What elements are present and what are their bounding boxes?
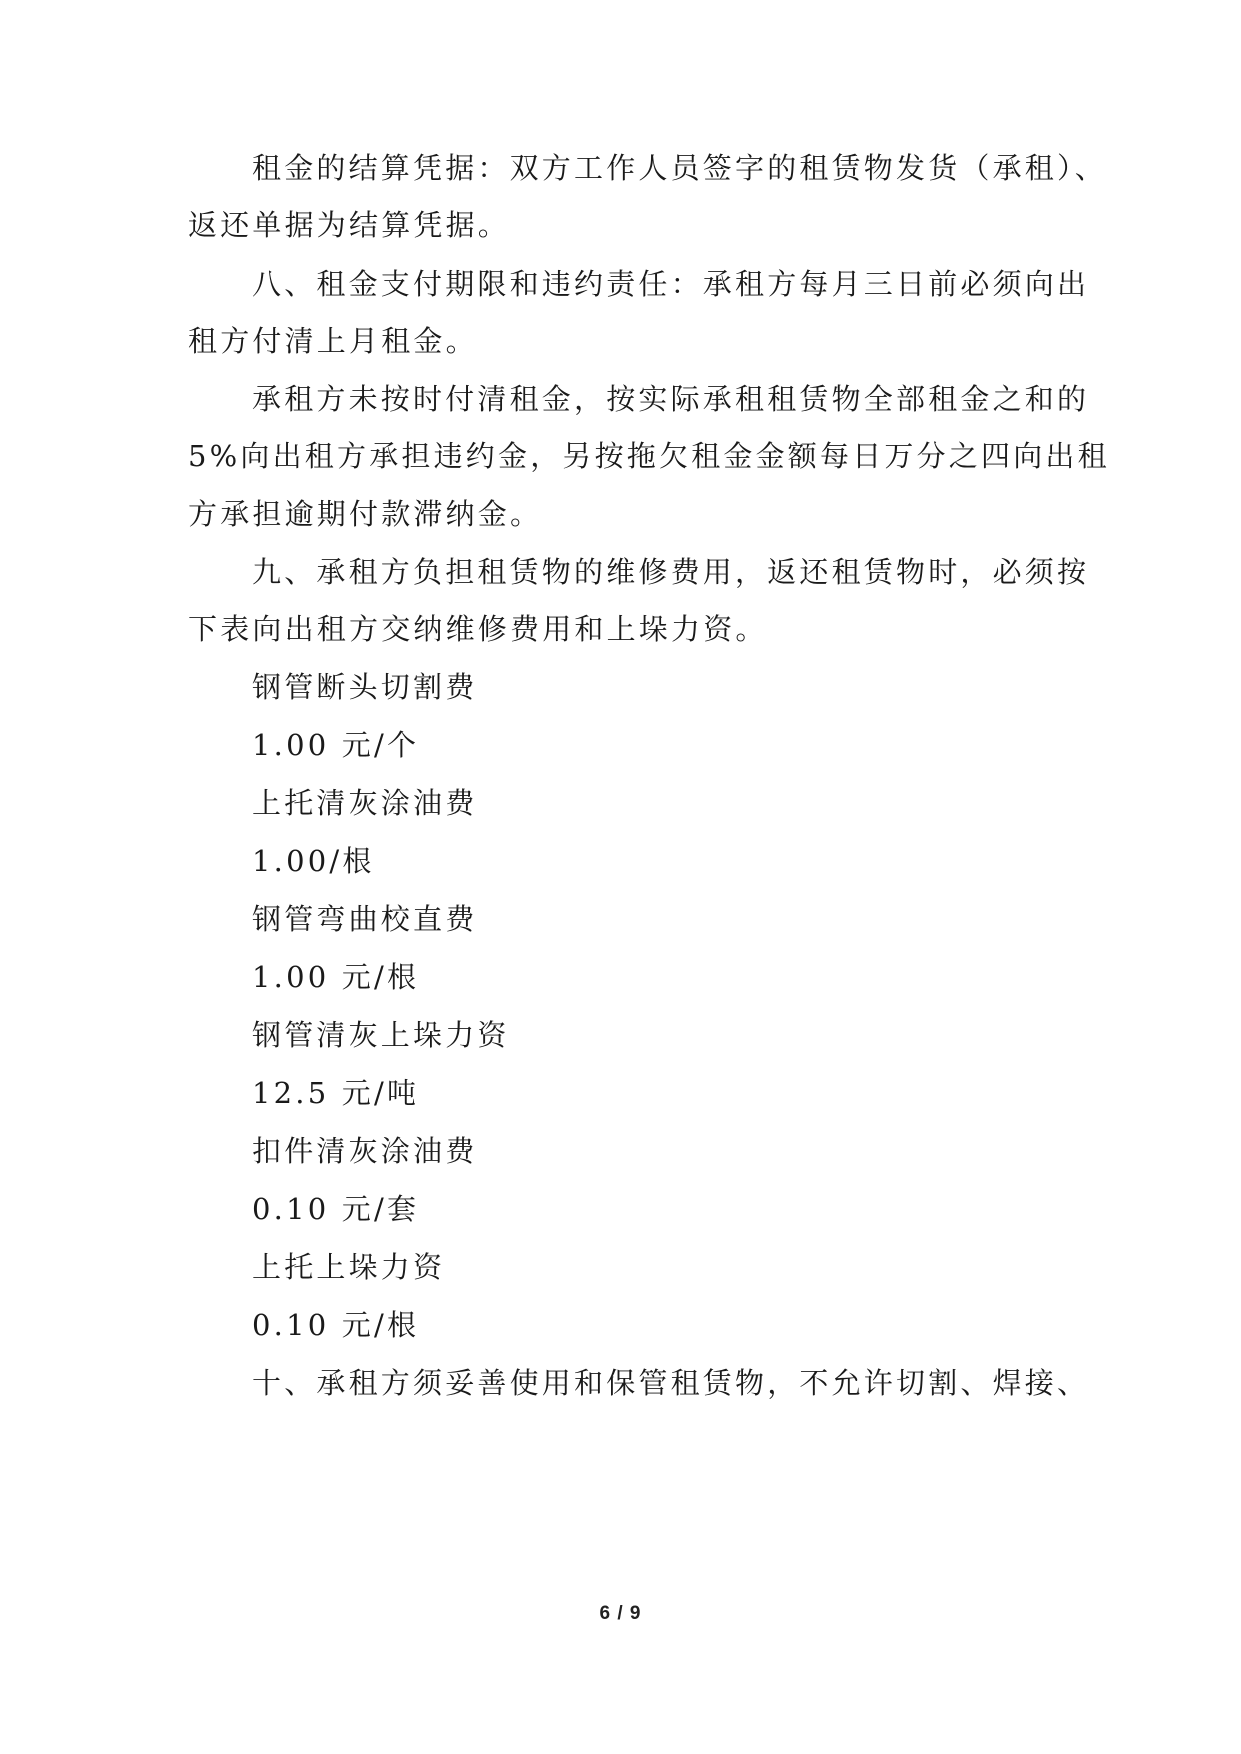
paragraph-line: 八、租金支付期限和违约责任：承租方每月三日前必须向出 xyxy=(252,267,1090,301)
page-number: 6 / 9 xyxy=(599,1603,642,1624)
paragraph-line: 十、承租方须妥善使用和保管租赁物，不允许切割、焊接、 xyxy=(252,1366,1090,1400)
paragraph-line: 下表向出租方交纳维修费用和上垛力资。 xyxy=(188,612,768,646)
paragraph-line: 5%向出租方承担违约金，另按拖欠租金金额每日万分之四向出租 xyxy=(188,439,1110,473)
paragraph-line: 方承担逾期付款滞纳金。 xyxy=(188,497,543,531)
fee-item-price: 12.5 元/吨 xyxy=(252,1076,420,1110)
paragraph-line: 租方付清上月租金。 xyxy=(188,324,478,358)
paragraph-line: 九、承租方负担租赁物的维修费用，返还租赁物时，必须按 xyxy=(252,555,1090,589)
fee-item-name: 钢管断头切割费 xyxy=(252,670,478,704)
fee-item-name: 上托上垛力资 xyxy=(252,1250,446,1284)
paragraph-line: 租金的结算凭据：双方工作人员签字的租赁物发货（承租）、 xyxy=(252,151,1107,185)
fee-item-name: 钢管弯曲校直费 xyxy=(252,902,478,936)
fee-item-price: 1.00 元/个 xyxy=(252,728,420,762)
fee-item-name: 上托清灰涂油费 xyxy=(252,786,478,820)
fee-item-price: 0.10 元/根 xyxy=(252,1308,420,1342)
paragraph-line: 返还单据为结算凭据。 xyxy=(188,208,511,242)
paragraph-line: 承租方未按时付清租金，按实际承租租赁物全部租金之和的 xyxy=(252,382,1090,416)
fee-item-price: 1.00 元/根 xyxy=(252,960,420,994)
fee-item-price: 0.10 元/套 xyxy=(252,1192,420,1226)
fee-item-price: 1.00/根 xyxy=(252,844,375,878)
fee-item-name: 扣件清灰涂油费 xyxy=(252,1134,478,1168)
fee-item-name: 钢管清灰上垛力资 xyxy=(252,1018,510,1052)
